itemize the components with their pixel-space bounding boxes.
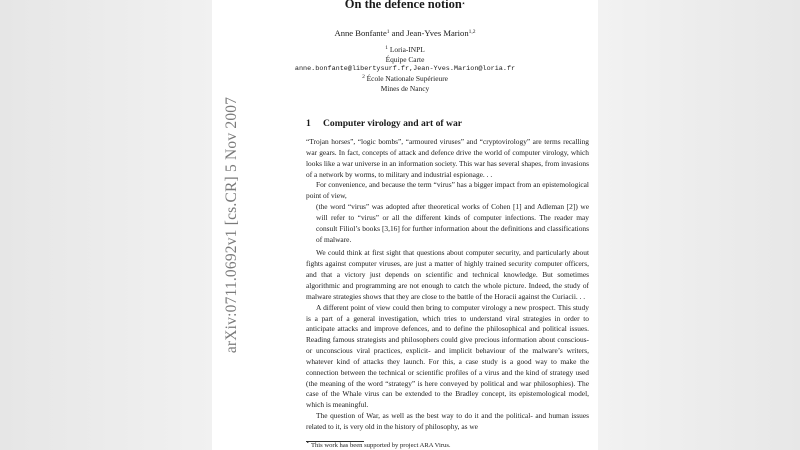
- affil-1: [212, 45, 598, 55]
- body-text: [306, 137, 589, 433]
- background-blur-right: [598, 0, 800, 450]
- affil-1-mark: 1: [385, 45, 388, 51]
- paragraph: A different point of view could then bring to computer virology a new prospect. This study is a part of a general investigation, which tries to understand viral strategies in order to anticipate attacks and improve defences, and to define the philosophical and political issues. Reading famous strategists and philosophers could give precious information about conscious- or unconscious viral practices, explicit- and implicit behaviour of the malware’s writers, whatever kind of attacks they launch. For this, a case study is a good way to make the connection between the technical or scientific profiles of a virus and the kind of strategy used (the meaning of the word “strategy” is here conveyed by political and war philosophies). The case of the Whale virus can be extended to the Bradley concept, its epistemological model, which is meaningful.: [306, 302, 589, 410]
- author-2-affil: 1,2: [468, 29, 476, 35]
- author-1-affil: 1: [386, 29, 390, 35]
- paper-title: [212, 0, 598, 12]
- affiliations: [212, 45, 598, 94]
- section-number: 1: [306, 118, 311, 129]
- background-blur-left: [0, 0, 212, 450]
- arxiv-side-stamp: arXiv:0711.0692v1 [cs.CR] 5 Nov 2007: [223, 96, 240, 354]
- affil-1-name: Loria-INPL: [389, 45, 425, 54]
- author-1: Anne Bonfante: [334, 28, 387, 38]
- affil-2-line2: Mines de Nancy: [380, 84, 430, 94]
- author-emails: anne.bonfante@libertysurf.fr,Jean-Yves.Marion@loria.fr: [294, 64, 516, 73]
- footnote-text: This work has been supported by project ARA Virus.: [310, 442, 451, 449]
- section-title: Computer virology and art of war: [323, 118, 463, 129]
- authors-line: [212, 28, 598, 38]
- footnote: [306, 442, 451, 449]
- authors-and: and: [389, 28, 407, 38]
- footnote-mark: ⋆: [306, 440, 310, 446]
- paragraph: (the word “virus” was adopted after theoretical works of Cohen [1] and Adleman [2]) we will refer to “virus” or all the different kinds of computer infections. The reader may consult Filiol’s books [3,16] for further information about the definitions and classifications of malware.: [316, 202, 589, 244]
- title-footnote-mark: ⋆: [461, 1, 466, 7]
- section-heading: [306, 118, 462, 129]
- affil-2: [212, 74, 598, 84]
- paragraph: For convenience, and because the term “virus” has a bigger impact from an epistemological point of view,: [306, 180, 589, 201]
- affil-2-name: École Nationale Supérieure: [366, 74, 448, 84]
- paragraph: “Trojan horses”, “logic bombs”, “armoured viruses” and “cryptovirology” are terms recalling war gears. In fact, concepts of attack and defence drive the world of computer virology, which looks like a war universe in an information society. This war has several shapes, from invasions of a network by worms, to military and industrial espionage. . .: [306, 137, 589, 179]
- title-text: On the defence notion: [344, 0, 462, 11]
- paragraph: The question of War, as well as the best way to do it and the political- and human issues related to it, is very old in the history of philosophy, as we: [306, 411, 589, 431]
- affil-team: Équipe Carte: [385, 54, 425, 64]
- author-2: Jean-Yves Marion: [406, 28, 469, 38]
- affil-2-mark: 2: [362, 74, 365, 81]
- paragraph: We could think at first sight that questions about computer security, and particularly about fights against computer viruses, are just a matter of highly trained security computer officers, and that a victory just depends on scientific and technical knowledge. But sometimes algorithmic and programming are not enough to catch the whole picture. Indeed, the study of malware strategies shows that they are close to the battle of the Horacii against the Curiacii. . .: [306, 248, 589, 301]
